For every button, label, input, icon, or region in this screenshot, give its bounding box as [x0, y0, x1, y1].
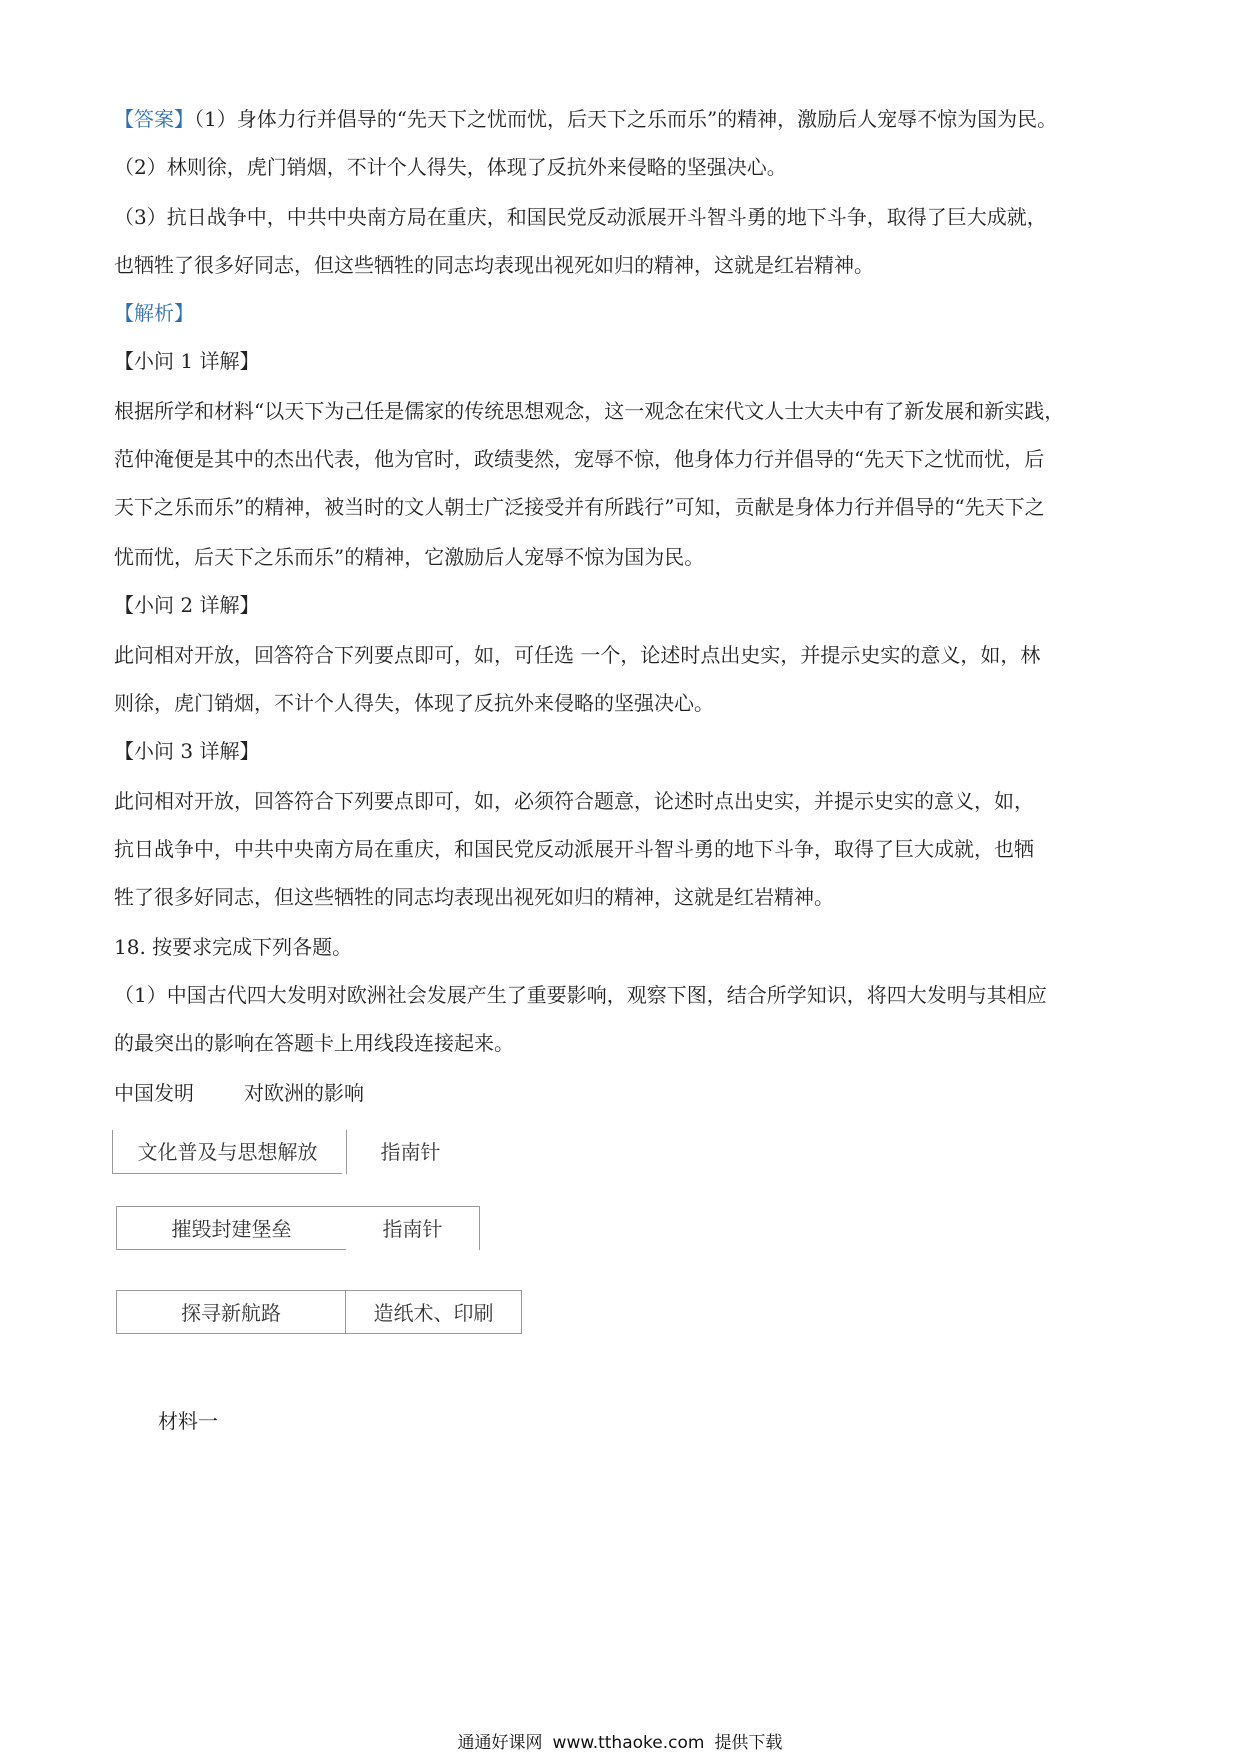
q3-line-3: 牲了很多好同志，但这些牺牲的同志均表现出视死如归的精神，这就是红岩精神。: [114, 885, 834, 909]
footer-site: 通通好课网: [457, 1733, 543, 1753]
invention-box-3: 造纸术、印刷: [346, 1290, 522, 1334]
impact-box-2: 摧毁封建堡垒: [116, 1206, 346, 1250]
answer-line-2: （2）林则徐，虎门销烟，不计个人得失，体现了反抗外来侵略的坚强决心。: [114, 155, 787, 179]
analysis-tag: 【解析】: [114, 301, 194, 325]
q2-line-1: 此问相对开放，回答符合下列要点即可，如，可任选 一个，论述时点出史实，并提示史实的意义，如，林: [114, 643, 1041, 667]
impact-box-1: 文化普及与思想解放: [112, 1130, 342, 1174]
q1-line-1: 根据所学和材料“以天下为己任是儒家的传统思想观念，这一观念在宋代文人士大夫中有了新发展和新实践，: [114, 399, 1065, 423]
question-18-title: 18. 按要求完成下列各题。: [114, 935, 353, 959]
q3-line-1: 此问相对开放，回答符合下列要点即可，如，必须符合题意，论述时点出史实，并提示史实的意义，如，: [114, 789, 1034, 813]
q2-heading: 【小问 2 详解】: [114, 593, 260, 617]
q1-line-3: 天下之乐而乐”的精神，被当时的文人朝士广泛接受并有所践行”可知，贡献是身体力行并倡导的“先天下之: [114, 495, 1045, 519]
q1-heading: 【小问 1 详解】: [114, 349, 260, 373]
question-18-part1a: （1）中国古代四大发明对欧洲社会发展产生了重要影响，观察下图，结合所学知识，将四大发明与其相应: [114, 983, 1047, 1007]
q2-line-2: 则徐，虎门销烟，不计个人得失，体现了反抗外来侵略的坚强决心。: [114, 691, 714, 715]
q1-line-2: 范仲淹便是其中的杰出代表，他为官时，政绩斐然，宠辱不惊，他身体力行并倡导的“先天下之忧而忧，后: [114, 447, 1045, 471]
answer-tag: 【答案】: [114, 107, 194, 131]
q1-line-4: 忧而忧，后天下之乐而乐”的精神，它激励后人宠辱不惊为国为民。: [114, 545, 705, 569]
invention-box-2: 指南针: [346, 1206, 480, 1250]
question-18-part1b: 的最突出的影响在答题卡上用线段连接起来。: [114, 1031, 514, 1055]
impact-box-3: 探寻新航路: [116, 1290, 346, 1334]
footer-suffix: 提供下载: [714, 1733, 783, 1753]
column-invention-label: 中国发明: [114, 1081, 194, 1105]
footer-url[interactable]: www.tthaoke.com: [552, 1733, 705, 1753]
answer-line-3b: 也牺牲了很多好同志，但这些牺牲的同志均表现出视死如归的精神，这就是红岩精神。: [114, 253, 874, 277]
page-footer: [0, 1728, 1240, 1753]
answer-text-1: （1）身体力行并倡导的“先天下之忧而忧，后天下之乐而乐”的精神，激励后人宠辱不惊为国为民。: [194, 107, 1058, 131]
material-label: 材料一: [158, 1409, 218, 1433]
answer-line-3a: （3）抗日战争中，中共中央南方局在重庆，和国民党反动派展开斗智斗勇的地下斗争，取得了巨大成就，: [114, 205, 1047, 229]
answer-line-1: [114, 106, 1057, 132]
q3-line-2: 抗日战争中，中共中央南方局在重庆，和国民党反动派展开斗智斗勇的地下斗争，取得了巨大成就，也牺: [114, 837, 1034, 861]
q3-heading: 【小问 3 详解】: [114, 739, 260, 763]
column-impact-label: 对欧洲的影响: [244, 1081, 364, 1105]
invention-box-1: 指南针: [346, 1130, 474, 1174]
